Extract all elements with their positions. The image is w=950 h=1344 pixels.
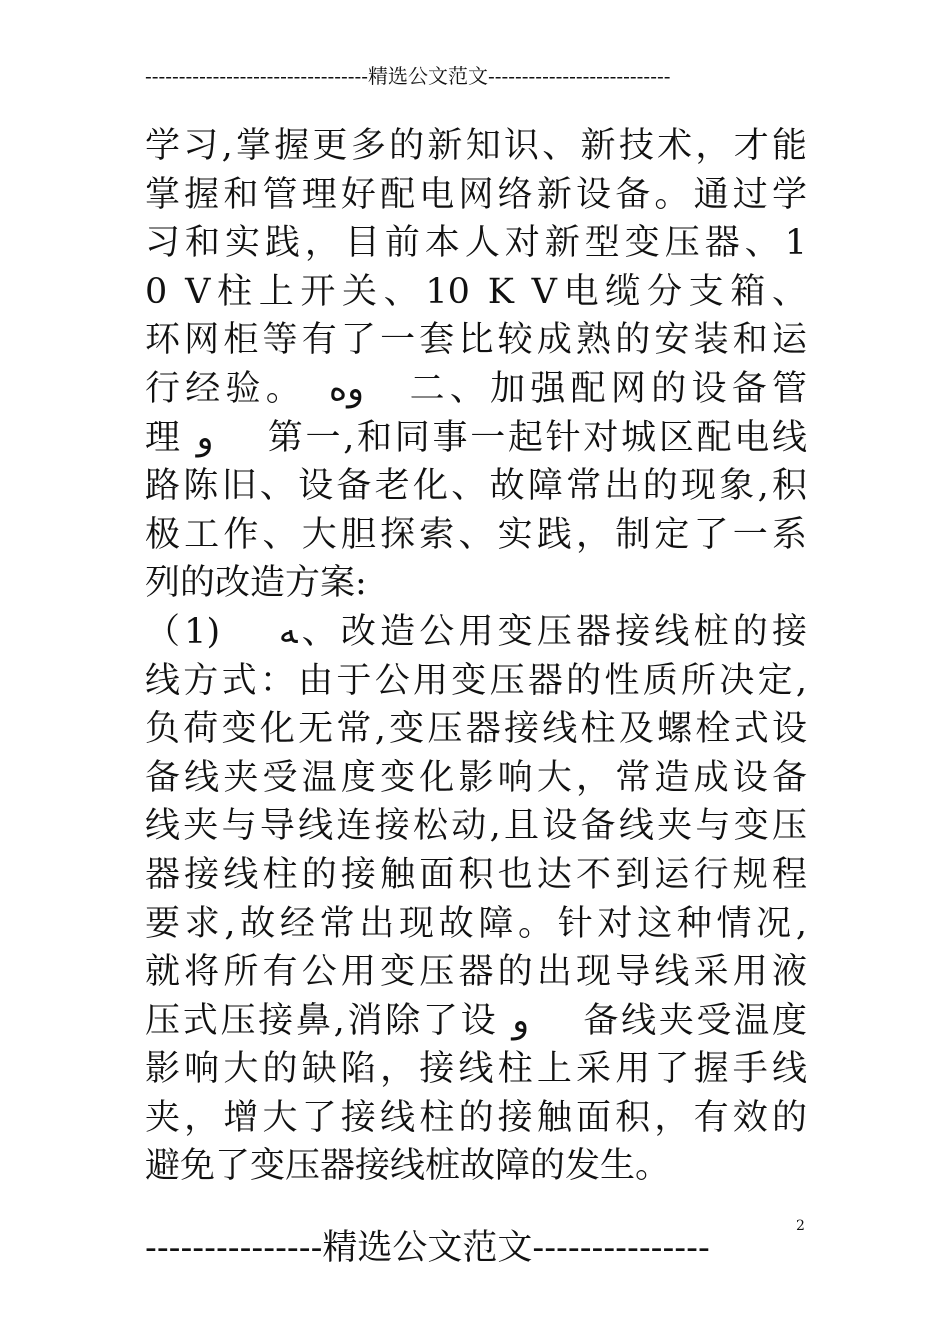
body-line: 极工作、大胆探索、实践，制定了一系 [145,514,807,555]
body-line: 学习,掌握更多的新知识、新技术，才能 [145,126,807,166]
body-line: 理 و 第一,和同事一起针对城区配电线 [145,417,807,458]
body-line: （1) ﻪ、改造公用变压器接线桩的接 [145,611,807,652]
body-line: 掌握和管理好配电网络新设备。通过学 [145,174,807,215]
body-line: 备线夹受温度变化影响大，常造成设备 [145,757,807,798]
body-line: 夹，增大了接线柱的接触面积，有效的 [145,1097,807,1138]
page-footer: ---------------精选公文范文--------------- [145,1228,710,1268]
body-line: 习和实践，目前本人对新型变压器、1 [145,223,807,264]
body-line: 要求,故经常出现故障。针对这种情况, [145,903,807,944]
body-line: 就将所有公用变压器的出现导线采用液 [145,952,807,993]
body-line: 线方式：由于公用变压器的性质所决定, [145,660,807,701]
body-line: 压式压接鼻,消除了设 و 备线夹受温度 [145,1000,807,1041]
body-line: 0 V柱上开关、10 K V电缆分支箱、 [145,271,807,312]
page-header: ---------------------------------精选公文范文--------------------------- [145,64,671,88]
body-line: 列的改造方案: [145,563,367,604]
body-line: 线夹与导线连接松动,且设备线夹与变压 [145,806,807,847]
body-line: 路陈旧、设备老化、故障常出的现象,积 [145,466,807,507]
body-line: 环网柜等有了一套比较成熟的安装和运 [145,320,807,361]
body-line: 避免了变压器接线桩故障的发生。 [145,1146,671,1187]
body-line: 器接线柱的接触面积也达不到运行规程 [145,854,807,895]
body-line: 行经验。 وه 二、加强配网的设备管 [145,368,807,409]
body-line: 影响大的缺陷，接线柱上采用了握手线 [145,1049,807,1090]
body-line: 负荷变化无常,变压器接线柱及螺栓式设 [145,709,807,750]
document-body [145,122,807,1191]
page-number: 2 [796,1218,805,1234]
